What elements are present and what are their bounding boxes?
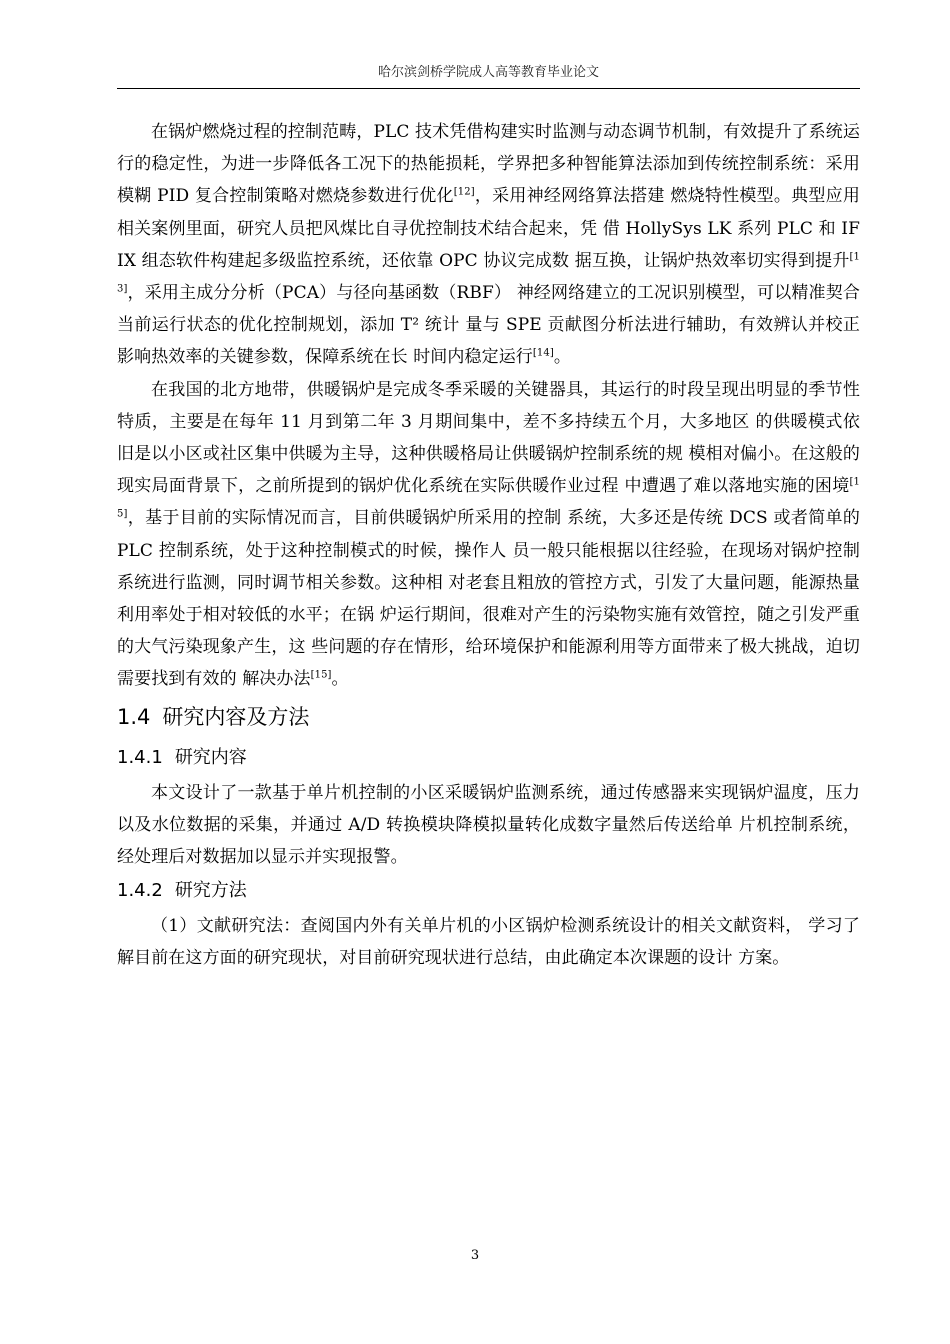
page-number: 3 xyxy=(470,1248,480,1263)
paragraph-northern-heating xyxy=(117,374,860,696)
paragraph-text: ，采用主成分分析（PCA）与径向基函数（RBF） 神经网络建立的工况识别模型，可以精准契合当前运行状态的优化控制规划，添加 T² 统计 量与 SPE 贡献图分析法进行辅助，有效辨认并校正影响热效率的关键参数，保障系统在长 时间内稳定运行 xyxy=(117,283,860,368)
subsection-number: 1.4.1 xyxy=(117,746,163,768)
paragraph-text: ，基于目前的实际情况而言，目前供暖锅炉所采用的控制 系统，大多还是传统 DCS 或者简单的 PLC 控制系统，处于这种控制模式的时候，操作人 员一般只能根据以往经验，在现场对锅炉控制系统进行监测，同时调节相关参数。这种相 对老套且粗放的管控方式，引发了大量问题，能源热量利用率处于相对较低的水平；在锅 炉运行期间，很难对产生的污染物实施有效管控，随之引发严重的大气污染现象产生，这 些问题的存在情形，给环境保护和能源利用等方面带来了极大挑战，迫切需要找到有效的 解决办法 xyxy=(117,508,860,690)
section-number: 1.4 xyxy=(117,704,151,729)
paragraph-text: 在锅炉燃烧过程的控制范畴，PLC 技术凭借构建实时监测与动态调节机制，有效提升了系统运行的稳定性，为进一步降低各工况下的热能损耗，学界把多种智能算法添加到传统控制系统：采用模糊 PID 复合控制策略对燃烧参数进行优化 xyxy=(117,122,860,207)
running-header: 哈尔滨剑桥学院成人高等教育毕业论文 xyxy=(377,65,599,80)
citation-ref: [15] xyxy=(310,669,332,681)
paragraph-text: 。 xyxy=(553,347,571,368)
paragraph-text: 在我国的北方地带，供暖锅炉是完成冬季采暖的关键器具，其运行的时段呈现出明显的季节性特质，主要是在每年 11 月到第二年 3 月期间集中，差不多持续五个月，大多地区 的供暖模式依旧是以小区或社区集中供暖为主导，这种供暖格局让供暖锅炉控制系统的规 模相对偏小。在这般的现实局面背景下，之前所提到的锅炉优化系统在实际供暖作业过程 中遭遇了难以落地实施的困境 xyxy=(117,379,860,497)
paragraph-plc-boiler-control xyxy=(117,116,860,374)
page-body xyxy=(117,116,860,975)
paragraph-research-content: 本文设计了一款基于单片机控制的小区采暖锅炉监测系统，通过传感器来实现锅炉温度，压力以及水位数据的采集，并通过 A/D 转换模块降模拟量转化成数字量然后传送给单 片机控制系统，经处理后对数据加以显示并实现报警。 xyxy=(117,782,860,868)
paragraph-text: 。 xyxy=(331,669,349,690)
citation-ref: [13] xyxy=(117,251,860,295)
header-rule xyxy=(117,88,860,89)
citation-ref: [14] xyxy=(532,347,554,359)
subsection-heading-1-4-1 xyxy=(117,740,860,777)
subsection-heading-1-4-2 xyxy=(117,873,860,910)
paragraph-research-method: （1）文献研究法：查阅国内外有关单片机的小区锅炉检测系统设计的相关文献资料， 学习了解目前在这方面的研究现状，对目前研究现状进行总结，由此确定本次课题的设计 方案。 xyxy=(117,916,860,969)
paragraph-text: ，采用神经网络算法搭建 燃烧特性模型。典型应用相关案例里面，研究人员把风煤比自寻优控制技术结合起来，凭 借 HollySys LK 系列 PLC 和 IFIX 组态软件构建起多级监控系统，还依靠 OPC 协议完成数 据互换，让锅炉热效率切实得到提升 xyxy=(117,186,860,271)
citation-ref: [15] xyxy=(117,476,860,520)
citation-ref: [12] xyxy=(453,186,475,198)
subsection-title: 研究内容 xyxy=(174,746,247,768)
subsection-title: 研究方法 xyxy=(174,880,247,902)
subsection-number: 1.4.2 xyxy=(117,880,163,902)
section-title: 研究内容及方法 xyxy=(162,704,310,729)
section-heading-1-4 xyxy=(117,696,860,740)
